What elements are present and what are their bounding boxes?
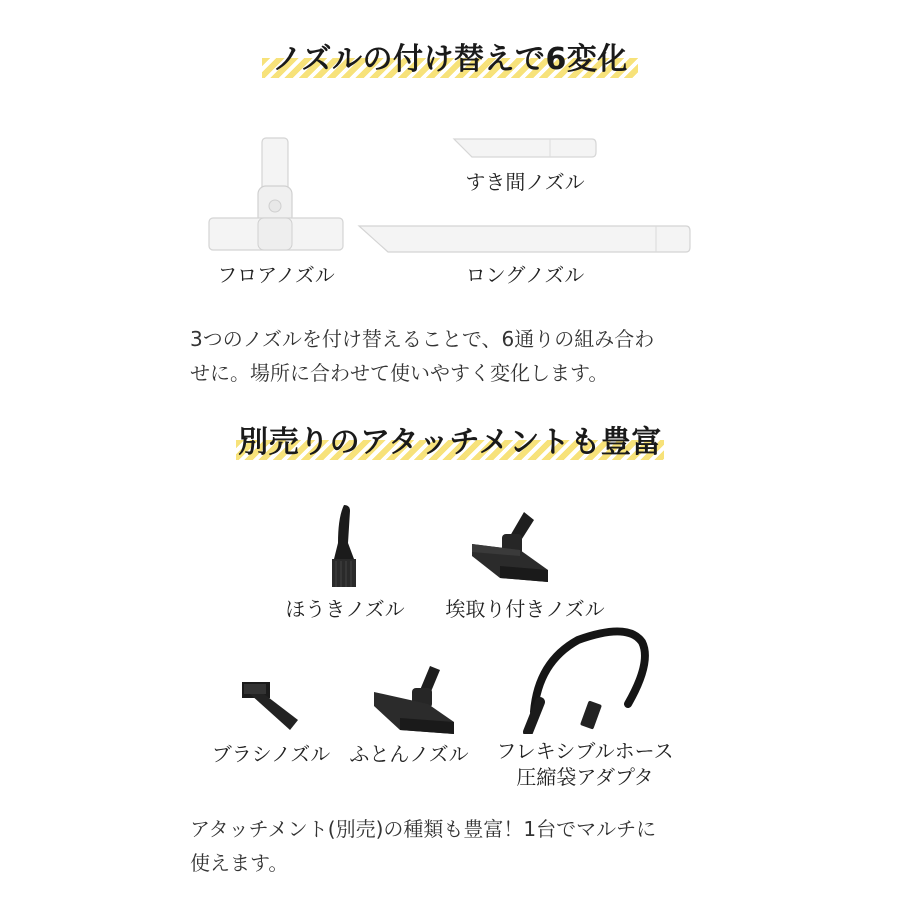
section2-description <box>190 812 730 880</box>
section2-heading: 別売りのアタッチメントも豊富 <box>238 425 662 460</box>
brush-nozzle-image <box>240 680 302 732</box>
section1-description-line1: 3つのノズルを付け替えることで、6通りの組み合わ <box>190 327 655 351</box>
futon-nozzle-label: ふとんノズル <box>349 742 469 766</box>
flexible-hose-label-line2: 圧縮袋アダプタ <box>516 765 654 789</box>
flexible-hose-label <box>480 738 690 790</box>
futon-nozzle-image <box>372 664 456 738</box>
section1-description-line2: せに。場所に合わせて使いやすく変化します。 <box>190 361 609 385</box>
dust-nozzle-label: 埃取り付きノズル <box>445 597 605 621</box>
crevice-nozzle-label: すき間ノズル <box>465 170 585 194</box>
broom-nozzle-label: ほうきノズル <box>285 597 405 621</box>
section1-description <box>190 322 730 390</box>
section1-heading: ノズルの付け替えで6変化 <box>272 42 628 77</box>
section2-description-line1: アタッチメント(別売)の種類も豊富！1台でマルチに <box>190 817 657 841</box>
floor-nozzle-image <box>206 136 346 254</box>
crevice-nozzle-image <box>450 136 600 160</box>
dust-nozzle-image <box>470 510 550 586</box>
long-nozzle-label: ロングノズル <box>465 263 585 287</box>
flexible-hose-label-line1: フレキシブルホース <box>496 739 674 763</box>
long-nozzle-image <box>356 222 692 256</box>
section2-description-line2: 使えます。 <box>190 851 289 875</box>
broom-nozzle-image <box>326 503 360 589</box>
brush-nozzle-label: ブラシノズル <box>211 742 331 766</box>
flexible-hose-image <box>518 622 658 734</box>
floor-nozzle-label: フロアノズル <box>217 263 335 287</box>
